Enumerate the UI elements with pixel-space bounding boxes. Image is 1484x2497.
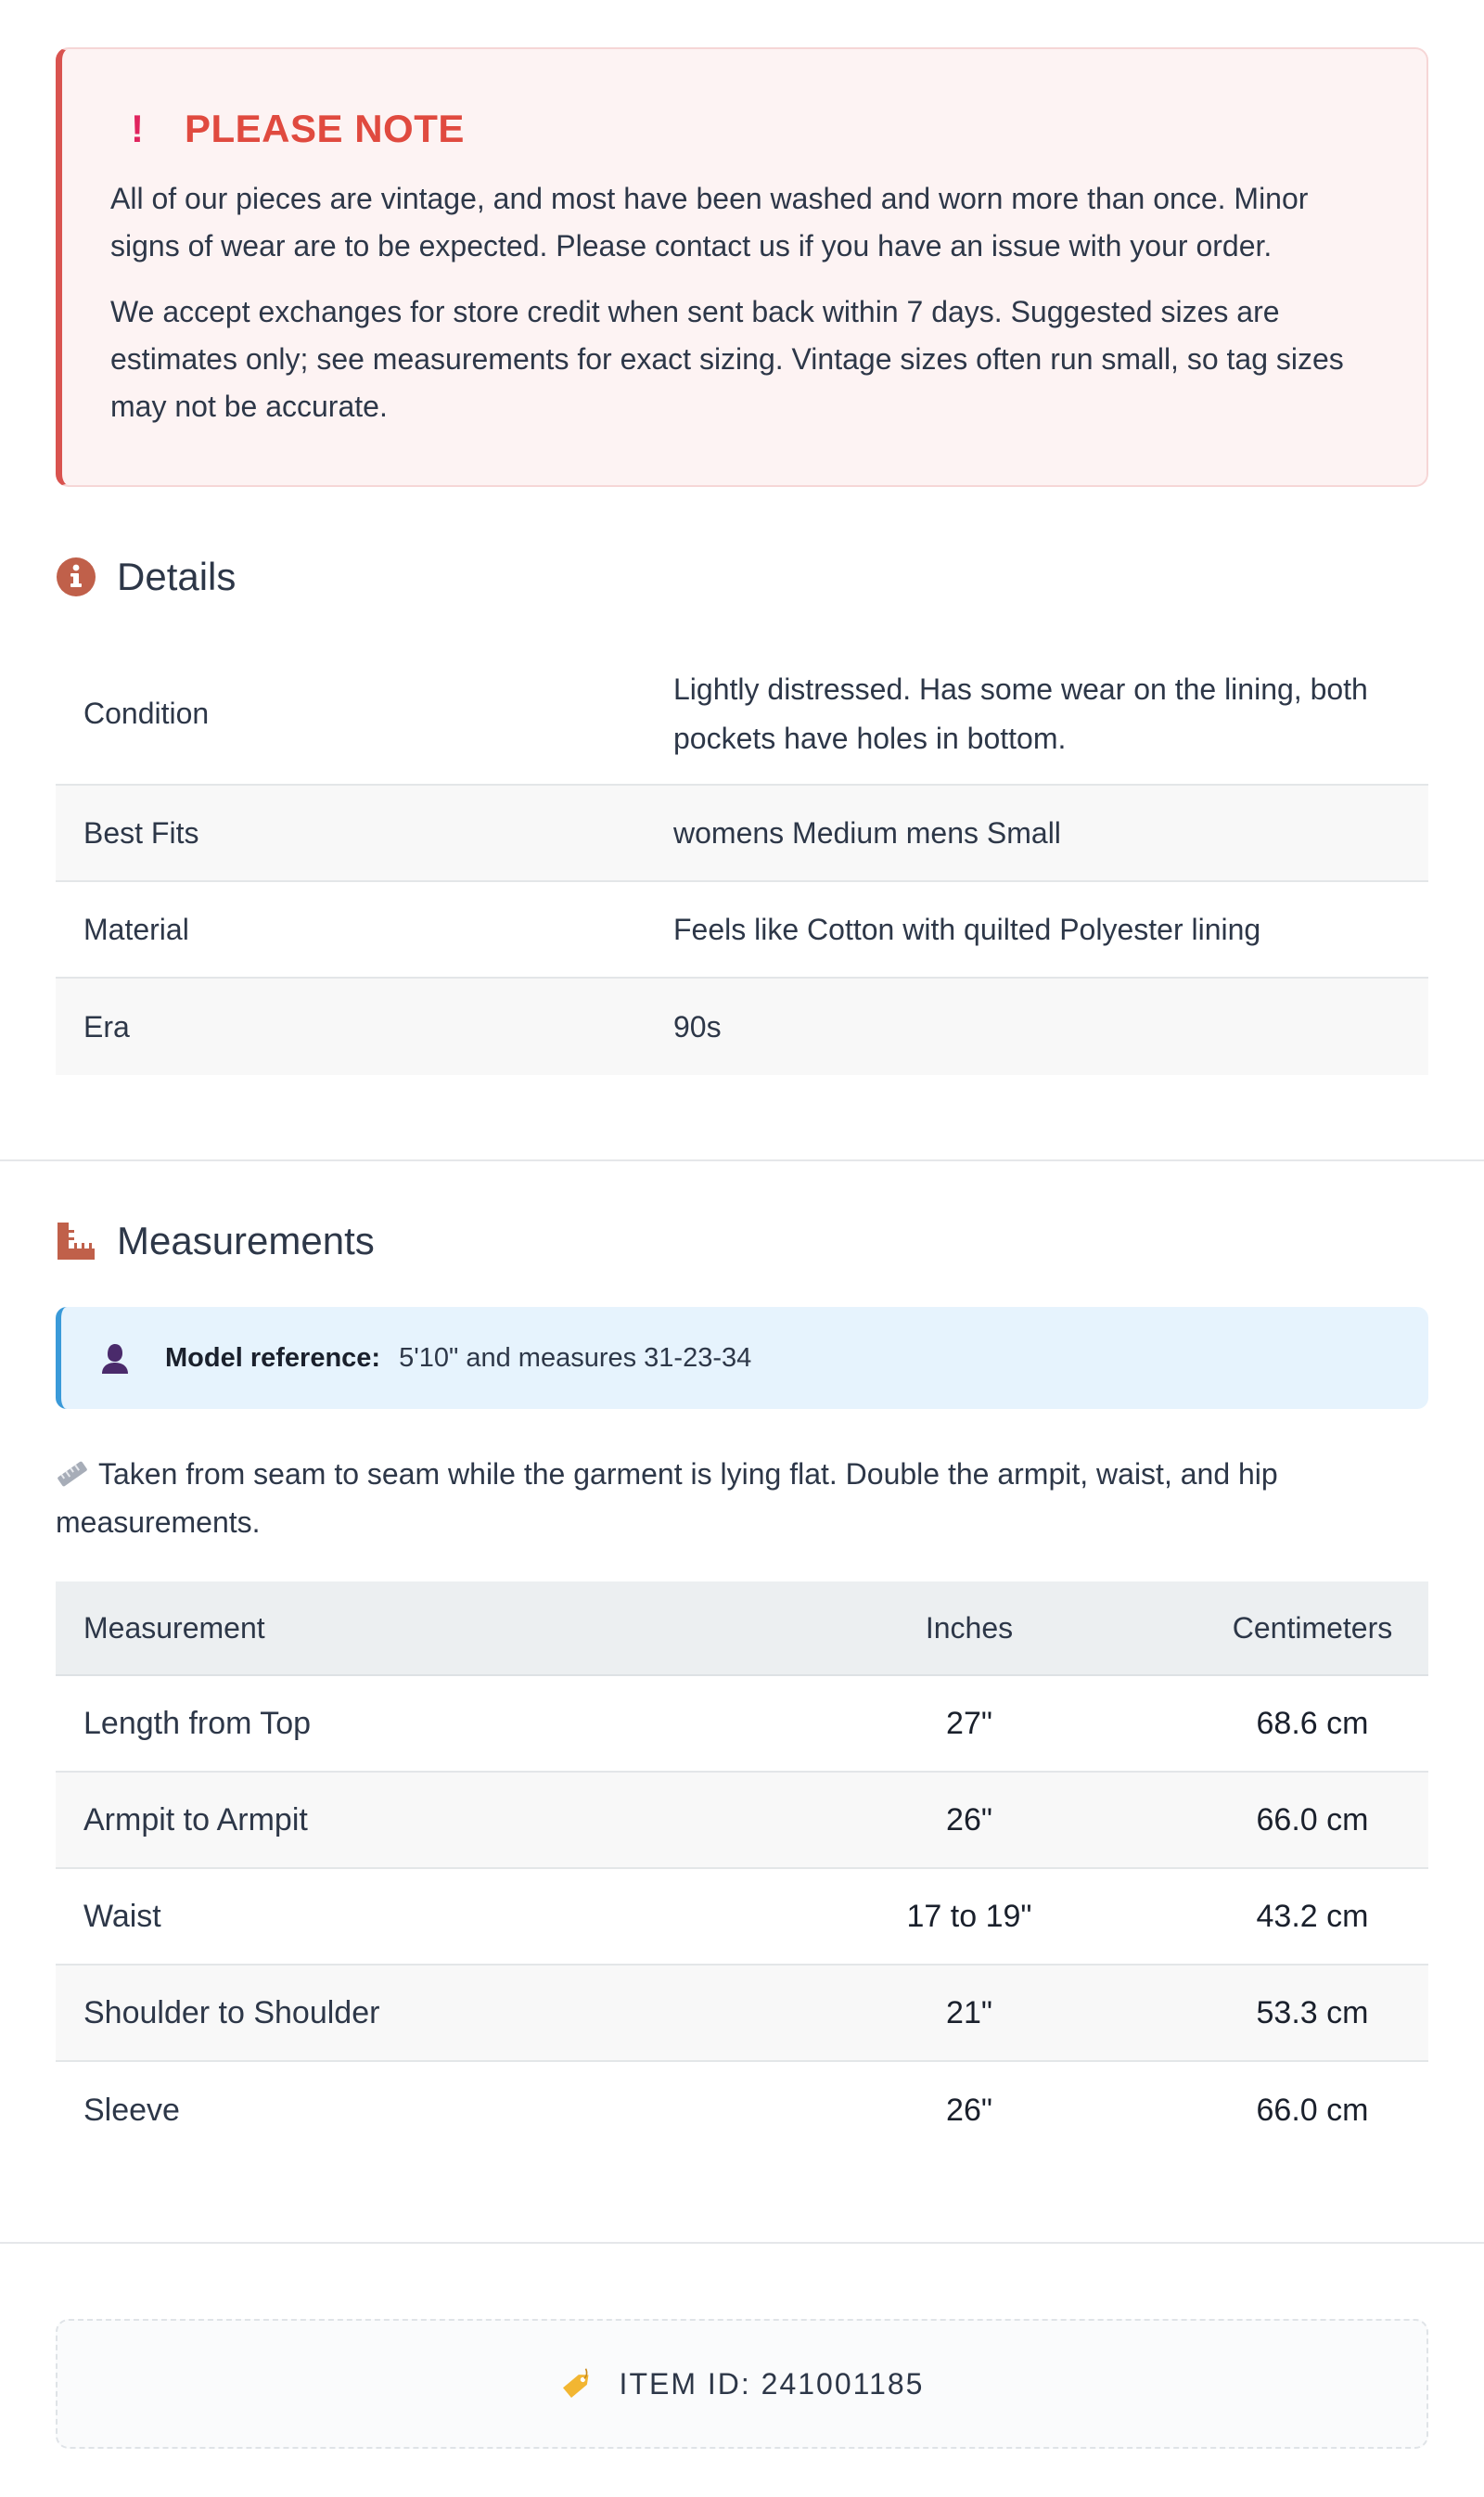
detail-value: Feels like Cotton with quilted Polyester lining [673, 912, 1261, 946]
column-header: Centimeters [1232, 1610, 1393, 1645]
measurement-cm: 53.3 cm [1256, 1994, 1369, 2030]
measurement-inches: 26" [946, 1801, 992, 1838]
ruler-icon [56, 1221, 96, 1261]
notice-header [110, 103, 1378, 155]
details-heading [56, 549, 236, 605]
detail-label: Best Fits [83, 815, 199, 850]
measurements-heading [56, 1213, 375, 1269]
column-header: Inches [925, 1610, 1014, 1645]
table-row [56, 1773, 1428, 1869]
table-row [56, 1869, 1428, 1966]
notice-paragraph: We accept exchanges for store credit when sent back within 7 days. Suggested sizes are estimates only; see measurements for exact sizing. Vintage sizes often run small, so tag sizes may not be accurate. [110, 295, 1344, 423]
measurement-inches: 21" [946, 1994, 992, 2030]
measurement-inches: 27" [946, 1705, 992, 1741]
detail-value: Lightly distressed. Has some wear on the lining, both pockets have holes in bottom. [673, 672, 1368, 755]
ruler-icon [56, 1460, 89, 1488]
table-row [56, 1966, 1428, 2062]
exclamation-icon: ! [131, 107, 144, 150]
detail-label: Material [83, 912, 189, 946]
detail-label: Condition [83, 697, 210, 730]
info-circle-icon [56, 557, 96, 597]
measurement-name: Armpit to Armpit [83, 1801, 308, 1838]
model-reference-value: 5'10" and measures 31-23-34 [399, 1342, 752, 1373]
measurement-note [56, 1450, 1391, 1546]
measurements-title: Measurements [117, 1219, 375, 1262]
measurement-name: Length from Top [83, 1705, 312, 1741]
section-divider [0, 2242, 1484, 2244]
measurement-cm: 66.0 cm [1256, 1801, 1369, 1838]
measurement-cm: 66.0 cm [1256, 2092, 1369, 2128]
table-row [56, 979, 1428, 1075]
measurement-note-text: Taken from seam to seam while the garment is lying flat. Double the armpit, waist, and hip measurements. [56, 1457, 1278, 1539]
measurement-inches: 17 to 19" [906, 1898, 1032, 1934]
tag-icon [560, 2366, 595, 2401]
item-id-box [56, 2319, 1428, 2449]
measurement-cm: 43.2 cm [1256, 1898, 1369, 1934]
table-row [56, 882, 1428, 979]
model-reference-label: Model reference: [165, 1342, 381, 1373]
detail-value: 90s [673, 1009, 722, 1044]
table-row [56, 2062, 1428, 2158]
measurement-name: Waist [83, 1898, 161, 1934]
item-id-label: ITEM ID: 241001185 [619, 2366, 925, 2401]
details-table [56, 644, 1428, 1075]
measurement-inches: 26" [946, 2092, 992, 2128]
table-header [56, 1581, 1428, 1676]
measurement-name: Shoulder to Shoulder [83, 1994, 380, 2030]
column-header: Measurement [83, 1610, 265, 1645]
table-row [56, 1676, 1428, 1773]
detail-value: womens Medium mens Small [673, 815, 1061, 850]
notice-paragraph: All of our pieces are vintage, and most have been washed and worn more than once. Minor signs of wear are to be expected. Please contact us if you have an issue with your order. [110, 182, 1309, 263]
measurement-cm: 68.6 cm [1256, 1705, 1369, 1741]
measurements-table [56, 1581, 1428, 2158]
measurement-name: Sleeve [83, 2092, 180, 2128]
model-reference [56, 1307, 1428, 1409]
details-title: Details [117, 555, 237, 598]
detail-label: Era [83, 1009, 130, 1044]
notice-box [56, 47, 1428, 487]
notice-title: PLEASE NOTE [185, 107, 465, 150]
table-row [56, 644, 1428, 786]
table-row [56, 786, 1428, 882]
section-divider [0, 1159, 1484, 1161]
person-icon [98, 1341, 132, 1375]
